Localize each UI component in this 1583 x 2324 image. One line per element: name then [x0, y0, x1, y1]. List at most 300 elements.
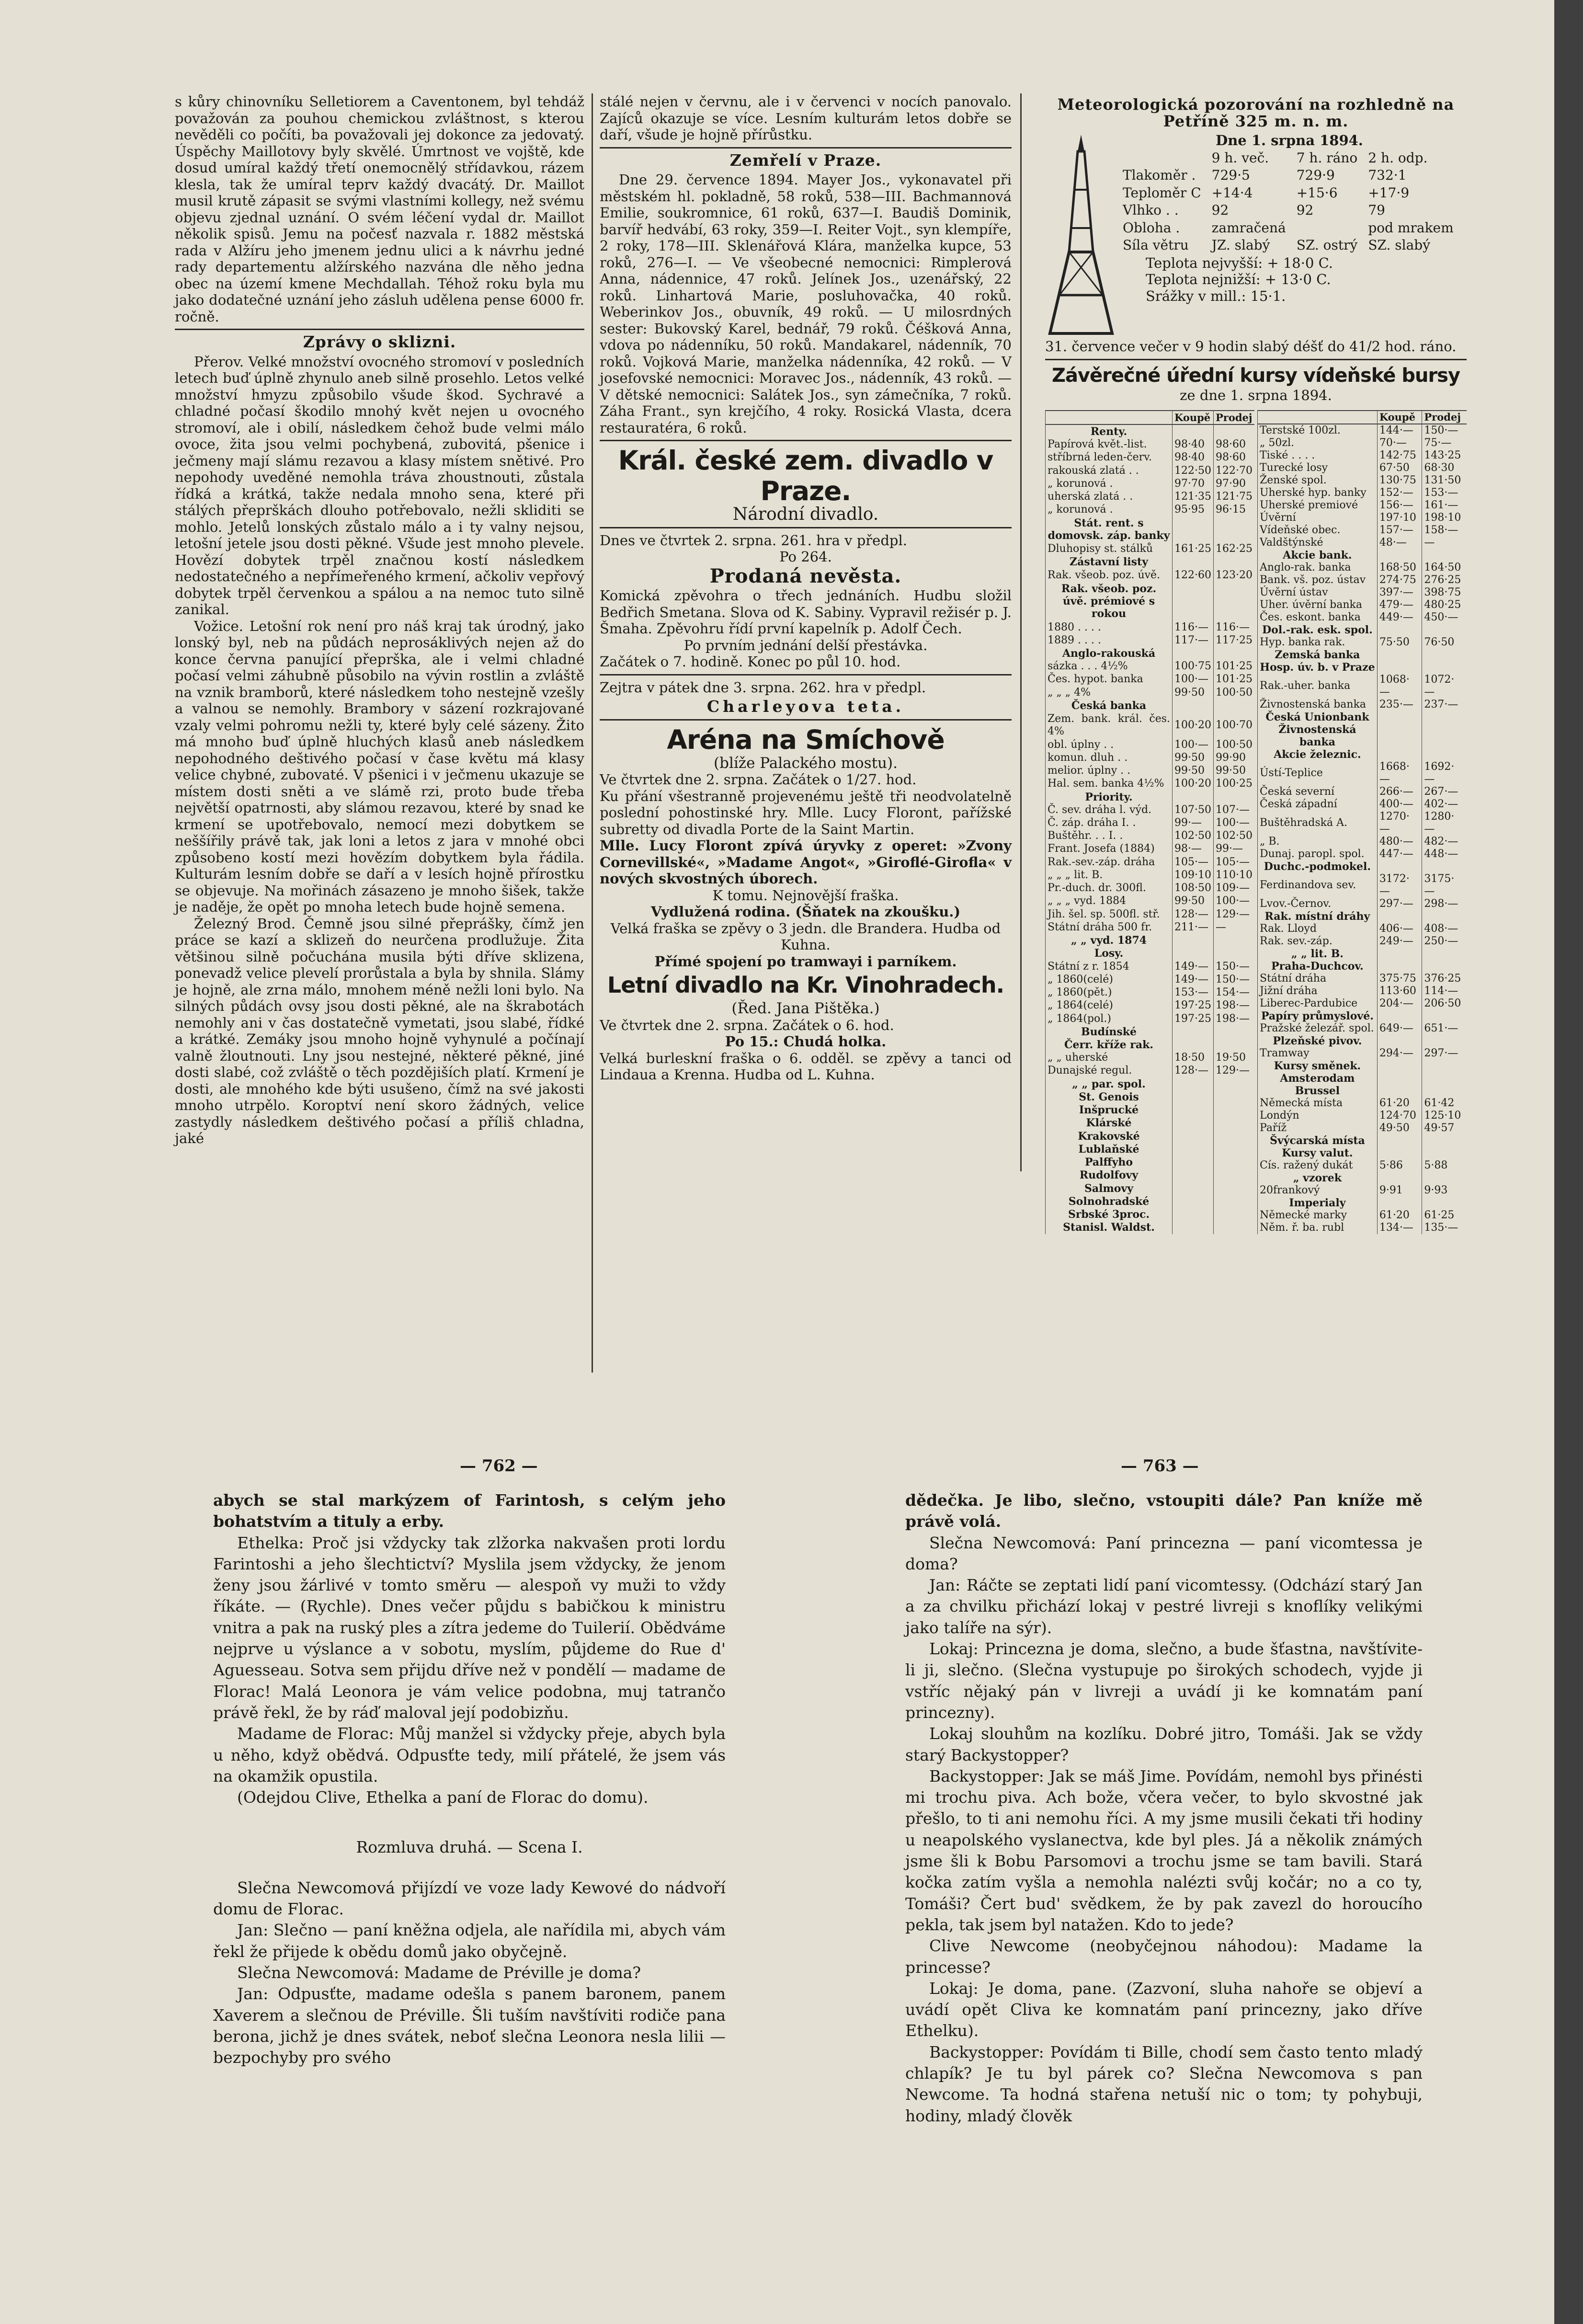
bourse-buy: 100·20 [1173, 712, 1214, 738]
arena-smichov-subtitle: (blíže Palackého mostu). [714, 754, 898, 772]
bourse-name: Dunaj. paropl. spol. [1258, 848, 1378, 860]
bourse-row [1258, 1047, 1467, 1060]
bourse-name: Dluhopisy st. stálků [1046, 542, 1173, 555]
vinohrady-theatre-title: Letní divadlo na Kr. Vinohradech. [607, 972, 1004, 998]
bourse-sell [1422, 1172, 1467, 1184]
bourse-sell [1422, 661, 1467, 674]
bourse-name: Duchc.-podmokel. [1258, 860, 1378, 873]
bourse-row [1046, 582, 1255, 621]
bourse-row [1046, 660, 1255, 673]
bourse-name: Klárské [1046, 1117, 1173, 1130]
bourse-buy: 100·— [1173, 738, 1214, 751]
bourse-buy: 122·60 [1173, 569, 1214, 582]
dialogue-lokaj: Lokaj: Princezna je doma, slečno, a bude šťastna, navštívite-li ji, slečno. (Slečna vystupuje po širokých schodech, vyjde ji vstříc nějaký pán v livreji a uvádí ji ke komnatám paní princezny). [905, 1639, 1423, 1722]
bourse-row [1258, 960, 1467, 973]
bourse-row [1046, 908, 1255, 921]
bourse-buy [1173, 1130, 1214, 1143]
dialogue-jan: Jan: Odpusťte, madame odešla s panem baronem, panem Xaverem a slečnou de Préville. Šli tuším navštíviti rodiče pana berona, jichž je dnes svátek, neboť slečna Leonora nesla lilii — bezpochyby pro svého [213, 1984, 726, 2067]
bourse-name: Pražské železář. spol. [1258, 1022, 1378, 1035]
bourse-buy: 117·— [1173, 634, 1214, 647]
bourse-name: Švýcarská místa [1258, 1134, 1378, 1147]
bourse-name: Solnohradské [1046, 1195, 1173, 1208]
bourse-sell [1214, 516, 1254, 542]
met-extra [1117, 255, 1462, 305]
dialogue-newcomova: Slečna Newcomová: Madame de Préville je doma? [237, 1963, 641, 1982]
bourse-row [1046, 699, 1255, 712]
bourse-sell [1422, 960, 1467, 973]
bourse-buy: 161·25 [1173, 542, 1214, 555]
bourse-name: Renty. [1046, 424, 1173, 438]
bourse-sell: 131·50 [1422, 474, 1467, 487]
bourse-buy [1173, 1077, 1214, 1090]
meteorology-table [1117, 149, 1459, 255]
bourse-name: „ vzorek [1258, 1172, 1378, 1184]
bourse-sell: 402·— [1422, 798, 1467, 811]
bourse-row [1258, 1209, 1467, 1222]
bourse-buy [1173, 582, 1214, 621]
bourse-sell: 100·— [1214, 816, 1254, 829]
bourse-buy: 153·— [1173, 986, 1214, 999]
bourse-row [1046, 1221, 1255, 1234]
bourse-sell: 1072·— [1422, 674, 1467, 698]
bourse-name: „ B. [1258, 836, 1378, 848]
bourse-row [1046, 1130, 1255, 1143]
bourse-name: Rak. všeob. poz. úvě. [1046, 569, 1173, 582]
bourse-row [1046, 1208, 1255, 1221]
bourse-buy: 142·75 [1377, 449, 1422, 462]
bourse-name: Rudolfovy [1046, 1169, 1173, 1182]
bourse-row [1258, 848, 1467, 860]
met-value: +17·9 [1368, 184, 1410, 201]
bourse-sell [1422, 1035, 1467, 1047]
bourse-col-buy: Koupě [1173, 411, 1214, 424]
met-value: pod mrakem [1368, 219, 1454, 236]
bourse-name: sázka . . . 4½% [1046, 660, 1173, 673]
met-value: JZ. slabý [1211, 237, 1270, 253]
bourse-sell: 100·50 [1214, 686, 1254, 699]
bourse-buy: 48·— [1377, 537, 1422, 549]
bourse-sell [1214, 424, 1254, 438]
section-heading-deaths: Zemřelí v Praze. [729, 150, 882, 170]
bourse-row [1258, 948, 1467, 960]
bourse-sell: 150·— [1214, 960, 1254, 973]
bourse-sell [1214, 1025, 1254, 1038]
vinohrady-subtitle: (Řed. Jana Pištěka.) [731, 1000, 880, 1017]
bourse-sell [1214, 647, 1254, 660]
bourse-buy [1377, 1010, 1422, 1022]
bourse-name: Frant. Josefa (1884) [1046, 843, 1173, 856]
bourse-sell [1422, 1010, 1467, 1022]
vinohrady-desc: Velká burleskní fraška o 6. odděl. se zpěvy a tanci od Lindaua a Krenna. Hudba od L. Kuhna. [600, 1050, 1012, 1083]
arena-date: Ve čtvrtek dne 2. srpna. Začátek o 1/27. hod. [600, 771, 917, 788]
bourse-sell: 109·— [1214, 882, 1254, 895]
bourse-name: Salmovy [1046, 1182, 1173, 1195]
bourse-buy: 99·50 [1173, 895, 1214, 908]
bourse-buy [1377, 624, 1422, 636]
bourse-row [1258, 748, 1467, 761]
dialogue-jan: Jan: Slečno — paní kněžna odjela, ale nařídila mi, abych vám řekl že přijede k obědu domů jako obyčejně. [213, 1921, 726, 1961]
bourse-date: ze dne 1. srpna 1894. [1180, 387, 1332, 403]
bourse-row [1046, 856, 1255, 869]
bourse-sell: 101·25 [1214, 660, 1254, 673]
bourse-sell: 99·90 [1214, 751, 1254, 764]
met-value: 92 [1296, 202, 1314, 218]
column-deaths-theatre [600, 93, 1012, 1083]
bourse-row [1258, 561, 1467, 574]
met-hour: 2 h. odp. [1368, 149, 1428, 166]
bourse-buy [1173, 934, 1214, 947]
bourse-name: „ „ vyd. 1874 [1046, 934, 1173, 947]
bourse-row [1046, 516, 1255, 542]
bourse-sell: 100·50 [1214, 738, 1254, 751]
met-label: Obloha . [1123, 219, 1180, 236]
bourse-buy: 447·— [1377, 848, 1422, 860]
bourse-buy: 249·— [1377, 935, 1422, 948]
bourse-row [1046, 686, 1255, 699]
bourse-row [1258, 649, 1467, 661]
met-label: Síla větru [1123, 237, 1189, 253]
bourse-name: Ženské spol. [1258, 474, 1378, 487]
bourse-buy: 1068·— [1377, 674, 1422, 698]
bourse-sell: 154·— [1214, 986, 1254, 999]
bourse-sell [1214, 1143, 1254, 1156]
bourse-sell [1214, 1117, 1254, 1130]
bourse-name: „ 1864(celé) [1046, 999, 1173, 1012]
bourse-name: Priority. [1046, 790, 1173, 803]
bourse-row [1258, 786, 1467, 798]
bourse-sell: 99·50 [1214, 764, 1254, 777]
bourse-name: Lublaňské [1046, 1143, 1173, 1156]
bourse-buy: 1270·— [1377, 811, 1422, 836]
bourse-sell: 129·— [1214, 908, 1254, 921]
bourse-buy: 375·75 [1377, 973, 1422, 985]
bourse-sell: 206·50 [1422, 997, 1467, 1010]
theatre-national-title: Král. české zem. divadlo v Praze. [618, 445, 993, 506]
bourse-row [1046, 764, 1255, 777]
bourse-sell: 1692·— [1422, 761, 1467, 786]
bourse-row [1258, 1110, 1467, 1122]
bourse-buy: 105·— [1173, 856, 1214, 869]
bourse-row [1258, 599, 1467, 611]
bourse-name: Bank. vš. poz. ústav [1258, 574, 1378, 586]
bourse-buy: 400·— [1377, 798, 1422, 811]
bourse-buy [1377, 649, 1422, 661]
bourse-row [1046, 1077, 1255, 1090]
bourse-buy [1173, 1117, 1214, 1130]
bourse-buy: 70·— [1377, 437, 1422, 449]
bourse-name: Živnostenská banka [1258, 698, 1378, 711]
met-value: 79 [1368, 202, 1385, 218]
bourse-sell: 250·— [1422, 935, 1467, 948]
bourse-buy: 121·35 [1173, 491, 1214, 504]
met-value: +15·6 [1296, 184, 1338, 201]
bourse-row [1046, 477, 1255, 490]
bourse-buy: 406·— [1377, 923, 1422, 935]
bourse-name: melior. úplny . . [1046, 764, 1173, 777]
bourse-row [1258, 1134, 1467, 1147]
bourse-name: Anglo-rak. banka [1258, 561, 1378, 574]
report-vozice: Vožice. Letošní rok není pro náš kraj tak úrodný, jako lonský byl, neb na půdách neprosáklivých nejen až do konce června panující přeprška, ale i velmi chladné počasí velmi záhubně působilo na vývin rostlin a zvláště na vznik bramborů, které následkem toho nestejně vzešly a valnou se nemohly. Brambory v sázení rozkrajované vzaly velmi pohromu nežli ty, které byly celé sázeny. Žito má mnoho buď úplně hluchých klasů aneb následkem nepohodného deštivého počasí v čase květu má klasy velice chybné, zubovaté. V pšenici i v ječmenu ukazuje se místem dosti sněti a ve slámě rzi, proto bude třeba největší opatrnosti, aby slámou rezavou, které by snad ke krmení se upotřebovalo, nemocí mezi dobytkem se neššířily právě tak, jak loni a letos z jara v mnohé obci způsobeno kostí mezi hovězím dobytkem byla řádila. Kulturám lesním dobře se daří a v lesích hojně přírostku se objevuje. Na mořinách zásazeno je mnoho šišek, takže je naděje, že opět po mnoha letech bude hojně semena. [175, 618, 584, 915]
met-value: zamračená [1211, 219, 1286, 236]
bourse-name: Něm. ř. ba. rubl [1258, 1222, 1378, 1234]
bourse-name: Anglo-rakouská [1046, 647, 1173, 660]
column-harvest-news [175, 93, 584, 1147]
bourse-sell [1422, 1060, 1467, 1072]
bourse-row [1046, 803, 1255, 816]
bourse-name: Rak.-sev.-záp. dráha [1046, 856, 1173, 869]
bourse-buy: 144·— [1377, 424, 1422, 437]
bourse-sell [1214, 1195, 1254, 1208]
arena-play: Vydlužená rodina. (Šňatek na zkoušku.) [650, 904, 961, 920]
play-prodana-nevesta: Prodaná nevěsta. [709, 564, 902, 587]
bourse-row [1258, 935, 1467, 948]
bourse-sell [1422, 711, 1467, 723]
met-hour: 7 h. ráno [1296, 149, 1358, 166]
bourse-buy: 97·70 [1173, 477, 1214, 490]
bourse-buy: 149·— [1173, 960, 1214, 973]
theatre-national-subtitle: Národní divadlo. [732, 504, 879, 524]
bourse-row [1046, 569, 1255, 582]
bourse-sell [1214, 556, 1254, 569]
divider [600, 719, 1012, 721]
bourse-row [1258, 923, 1467, 935]
bourse-row [1046, 451, 1255, 464]
arena-play-desc: Velká fraška se zpěvy o 3 jedn. dle Brandera. Hudba od Kuhna. [610, 920, 1001, 953]
bourse-sell: 1280·— [1422, 811, 1467, 836]
stage-direction: Slečna Newcomová přijízdí ve voze lady Kewové do nádvoří domu de Florac. [213, 1878, 726, 1919]
bourse-sell [1422, 1085, 1467, 1097]
bourse-buy: 99·50 [1173, 764, 1214, 777]
stage-direction: (Odejdou Clive, Ethelka a paní de Florac do domu). [237, 1788, 649, 1807]
bourse-row [1258, 674, 1467, 698]
bourse-row [1258, 698, 1467, 711]
met-value: SZ. ostrý [1296, 237, 1358, 253]
bourse-name: Amsterodam [1258, 1072, 1378, 1085]
bourse-sell: 116·— [1214, 621, 1254, 634]
bourse-name: Česká západní [1258, 798, 1378, 811]
bourse-name: Česká banka [1046, 699, 1173, 712]
bourse-name: uherská zlatá . . [1046, 491, 1173, 504]
bourse-name: Čes. hypot. banka [1046, 673, 1173, 686]
bourse-name: Papíry průmyslové. [1258, 1010, 1378, 1022]
page-number-right: — 763 — [1121, 1456, 1199, 1476]
section-heading-harvest: Zprávy o sklizni. [303, 332, 456, 351]
bourse-name: Dol.-rak. esk. spol. [1258, 624, 1378, 636]
bourse-buy [1173, 1143, 1214, 1156]
theatre-national-date: Dnes ve čtvrtek 2. srpna. 261. hra v předpl. [600, 532, 907, 549]
bourse-row [1258, 1060, 1467, 1072]
met-max-temp: Teplota nejvyšší: + 18·0 C. [1146, 254, 1333, 271]
play-description: Komická zpěvohra o třech jednáních. Hudbu složil Bedřich Smetana. Slova od K. Sabiny. Vypravil režisér p. J. Šmaha. Zpěvohru řídí první kapelník p. Adolf Čech. [600, 587, 1012, 637]
scene-heading: Rozmluva druhá. — Scena I. [356, 1838, 583, 1857]
bourse-name: St. Genois [1046, 1090, 1173, 1103]
dialogue-backystopper: Backystopper: Povídám ti Bille, chodí sem často tento mladý chlapík? Je tu byl párek co? Slečna Newcomova s pan Newcome. Ta hodná stařena netuší nic o tom; ty pohybuji, hodiny, mladý člověk [905, 2042, 1423, 2125]
bourse-buy [1377, 661, 1422, 674]
play-time: Začátek o 7. hodině. Konec po půl 10. hod. [600, 653, 901, 670]
bourse-name: „ 1860(celé) [1046, 973, 1173, 986]
bourse-sell [1422, 649, 1467, 661]
bourse-name: obl. úplny . . [1046, 738, 1173, 751]
bourse-sell: — [1422, 537, 1467, 549]
bourse-row [1258, 997, 1467, 1010]
bourse-row [1046, 673, 1255, 686]
column-rule [592, 93, 593, 1373]
met-row [1118, 202, 1458, 219]
bourse-row [1258, 474, 1467, 487]
bourse-sell: 161·— [1422, 499, 1467, 512]
bourse-sell [1214, 1104, 1254, 1117]
bourse-row [1046, 1169, 1255, 1182]
met-value: 729·9 [1296, 167, 1335, 183]
bourse-buy: 5·86 [1377, 1159, 1422, 1172]
bourse-row [1046, 986, 1255, 999]
bourse-sell: 97·90 [1214, 477, 1254, 490]
bourse-sell: 100·70 [1214, 712, 1254, 738]
bourse-buy [1173, 1169, 1214, 1182]
bourse-buy: 294·— [1377, 1047, 1422, 1060]
bourse-name: Hyp. banka rak. [1258, 636, 1378, 649]
bourse-buy: 149·— [1173, 973, 1214, 986]
bourse-sell: 450·— [1422, 611, 1467, 624]
bourse-row [1046, 1104, 1255, 1117]
bourse-row [1046, 542, 1255, 555]
bourse-name: Tiské . . . . [1258, 449, 1378, 462]
bourse-row [1258, 449, 1467, 462]
bourse-name: „ „ „ lit. B. [1046, 869, 1173, 882]
bourse-row [1258, 524, 1467, 537]
bourse-buy [1377, 1134, 1422, 1147]
bourse-row [1046, 882, 1255, 895]
bourse-buy: 130·75 [1377, 474, 1422, 487]
bourse-row [1046, 1117, 1255, 1130]
divider [600, 440, 1012, 441]
bourse-row [1046, 790, 1255, 803]
bourse-name: Rak. místní dráhy [1258, 910, 1378, 923]
bourse-buy: 266·— [1377, 786, 1422, 798]
bourse-sell [1214, 947, 1254, 960]
theatre-next-date: Zejtra v pátek dne 3. srpna. 262. hra v předpl. [600, 679, 926, 696]
bourse-buy: 397·— [1377, 586, 1422, 599]
bourse-row [1046, 921, 1255, 934]
bourse-row [1258, 1022, 1467, 1035]
bourse-col-buy: Koupě [1377, 411, 1422, 424]
bourse-sell: 98·60 [1214, 451, 1254, 464]
play-text-right [905, 1490, 1423, 2127]
bourse-buy [1377, 1147, 1422, 1159]
bourse-sell [1214, 1090, 1254, 1103]
bourse-sell [1214, 1156, 1254, 1169]
bourse-table-left [1045, 410, 1254, 1234]
bourse-buy [1173, 647, 1214, 660]
bourse-name: stříbrná leden-červ. [1046, 451, 1173, 464]
bourse-sell: 150·— [1422, 424, 1467, 437]
bourse-row [1258, 661, 1467, 674]
bourse-buy [1377, 1072, 1422, 1085]
bourse-name: rakouská zlatá . . [1046, 464, 1173, 477]
bourse-name: „ 1860(pět.) [1046, 986, 1173, 999]
bourse-sell: 100·25 [1214, 778, 1254, 790]
bourse-sell: 164·50 [1422, 561, 1467, 574]
bourse-name: Hal. sem. banka 4½% [1046, 778, 1173, 790]
bourse-name: Akcie železnic. [1258, 748, 1378, 761]
maillot-article: s kůry chinovníku Selletiorem a Caventonem, byl tehdáž považován za pouhou chemickou zvláštnost, s kterou nevěděli co počíti, ba považovali jej dokonce za jedovatý. Úspěchy Maillotovy byly skvělé. Úmrtnost ve vojště, kde dosud umíral každý třetí onemocnělý střídavkou, rázem klesla, tak že umíral teprv každý dvacátý. Dr. Maillot musil krutě zápasit se svými vlastními kollegy, než svému objevu zjednal uznání. O svém léčení vydal dr. Maillot několik spisů. Jemu na počesť nazvala r. 1882 městská rada v Alžíru jeho jmenem jednu ulici a k návrhu jedné rady departementu alžírského nazvána dle něho jedna obec na území kmene Mechdallah. Téhož roku byla mu jako dodatečné uznání jeho zásluh udělena pense 6000 fr. ročně. [175, 93, 584, 325]
bourse-sell: 125·10 [1422, 1110, 1467, 1122]
bourse-name: Valdštýnské [1258, 537, 1378, 549]
bourse-name: Londýn [1258, 1110, 1378, 1122]
bourse-sell: 5·88 [1422, 1159, 1467, 1172]
bourse-sell: 198·— [1214, 999, 1254, 1012]
bourse-name: Úvěrní ústav [1258, 586, 1378, 599]
arena-connection: Přímé spojení po tramwayi i parníkem. [654, 953, 957, 970]
bourse-name: Tramway [1258, 1047, 1378, 1060]
bourse-sell: 9·93 [1422, 1184, 1467, 1197]
met-value: +14·4 [1211, 184, 1253, 201]
bourse-row [1258, 574, 1467, 586]
bourse-row [1258, 537, 1467, 549]
bourse-sell: 61·42 [1422, 1097, 1467, 1110]
bourse-row [1258, 586, 1467, 599]
bourse-buy [1173, 556, 1214, 569]
bourse-row [1258, 711, 1467, 723]
bourse-buy: 109·10 [1173, 869, 1214, 882]
bourse-buy: 156·— [1377, 499, 1422, 512]
bourse-buy [1173, 1208, 1214, 1221]
bourse-sell: — [1214, 921, 1254, 934]
bourse-name: Živnostenská banka [1258, 723, 1378, 748]
bourse-row [1258, 487, 1467, 499]
bourse-row [1046, 1182, 1255, 1195]
bourse-name: Imperialy [1258, 1197, 1378, 1209]
bourse-row [1046, 491, 1255, 504]
bourse-row [1046, 1065, 1255, 1077]
bourse-row [1046, 816, 1255, 829]
bourse-name: „ „ uherské [1046, 1052, 1173, 1065]
divider [175, 329, 584, 330]
bourse-name: Rak.-uher. banka [1258, 674, 1378, 698]
bourse-sell: 102·50 [1214, 830, 1254, 843]
bourse-name: Jih. šel. sp. 500fl. stř. [1046, 908, 1173, 921]
bourse-buy: 122·50 [1173, 464, 1214, 477]
bourse-sell: 162·25 [1214, 542, 1254, 555]
bourse-buy: 3172·— [1377, 873, 1422, 898]
bourse-row [1046, 1143, 1255, 1156]
bourse-name: Stát. rent. s domovsk. záp. banky [1046, 516, 1173, 542]
bourse-row [1258, 1035, 1467, 1047]
bourse-name: Stanisl. Waldst. [1046, 1221, 1173, 1234]
bourse-buy: 480·— [1377, 836, 1422, 848]
bourse-row [1258, 1172, 1467, 1184]
bourse-sell: 123·20 [1214, 569, 1254, 582]
bourse-row [1258, 1197, 1467, 1209]
bourse-name: Praha-Duchcov. [1258, 960, 1378, 973]
bourse-buy [1173, 1221, 1214, 1234]
column-rule [1020, 93, 1022, 1171]
bourse-buy: 116·— [1173, 621, 1214, 634]
report-prerov: Přerov. Velké množství ovocného stromoví v posledních letech buď úplně zhynulo aneb silně prosehlo. Letos velké množství hmyzu způsobilo všude škod. Sychravé a chladné počasí škodilo mnohý květ nejen u ovocného stromoví, ale i obilí, následkem čehož bude velmi málo ovoce, žita jsou velmi pochybená, zubovitá, pšenice i ječmeny mají slámu rezavou a klasy místem snětivé. Pro nepohody uveděné nemohla tráva zhoustnouti, zůstala řídká a krátká, takže nedala mnoho sena, které při stálých přeprškách dlouho potřebovalo, nežli skliditi se mohlo. Jetelů lonských zůstalo málo a i ty valny nejsou, letošní jetele jsou dosti pěkné. Všude jest mnoho plevele. Hovězí dobytek trpěl značnou kostí následkem nedostatečného a nepřímeřeného krmení, ačkoliv vepřový dobytek trpěl červenkou a spálou a na nemoc tuto silně zanikal. [175, 353, 584, 618]
bourse-row [1046, 778, 1255, 790]
bourse-name: „ „ „ 4% [1046, 686, 1173, 699]
bourse-buy [1173, 516, 1214, 542]
arena-smichov-title: Aréna na Smíchově [667, 724, 945, 755]
bourse-sell [1422, 624, 1467, 636]
bourse-sell [1422, 860, 1467, 873]
bourse-name: „ 50zl. [1258, 437, 1378, 449]
bourse-row [1258, 836, 1467, 848]
bourse-buy: 152·— [1377, 487, 1422, 499]
bourse-buy: 168·50 [1377, 561, 1422, 574]
bourse-buy: 99·50 [1173, 751, 1214, 764]
bourse-name: 1889 . . . . [1046, 634, 1173, 647]
